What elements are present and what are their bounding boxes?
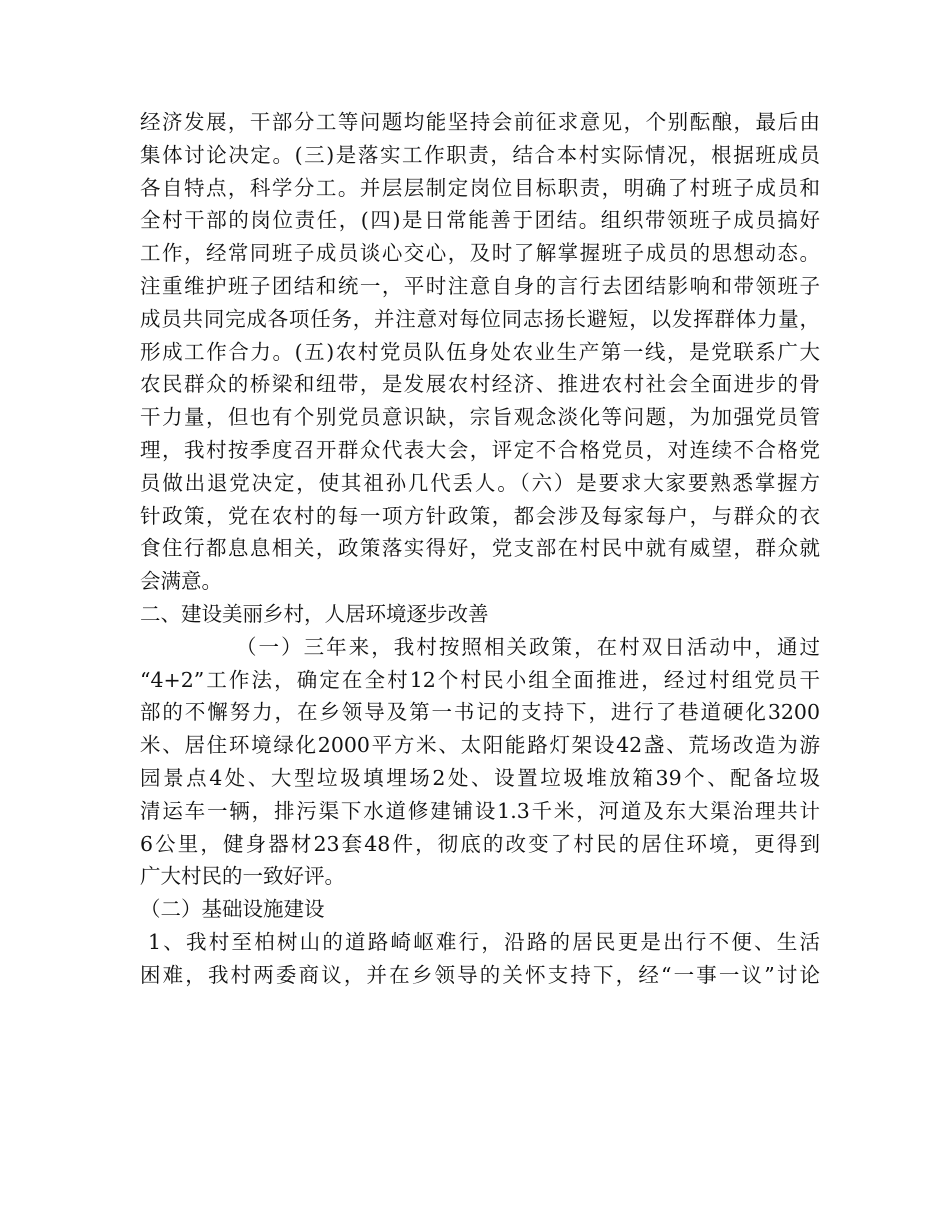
- text-line: 清运车一辆，排污渠下水道修建铺设1.3千米，河道及东大渠治理共计: [140, 798, 820, 823]
- section-heading: [140, 598, 820, 631]
- text-line: 集体讨论决定。(三)是落实工作职责，结合本村实际情况，根据班成员: [140, 142, 820, 167]
- text-line: 经济发展，干部分工等问题均能坚持会前征求意见，个别酝酿，最后由: [140, 110, 820, 134]
- text-line: 工作，经常同班子成员谈心交心，及时了解掌握班子成员的思想动态。: [140, 241, 820, 266]
- text-line: 注重维护班子团结和统一，平时注意自身的言行去团结影响和带领班子: [140, 273, 820, 298]
- text-line: 困难，我村两委商议，并在乡领导的关怀支持下，经“一事一议”讨论: [140, 962, 820, 987]
- text-line: 园景点4处、大型垃圾填埋场2处、设置垃圾堆放箱39个、配备垃圾: [140, 765, 820, 790]
- body-paragraph: [140, 926, 820, 992]
- text-line: （二）基础设施建设: [140, 897, 325, 922]
- body-paragraph: [140, 106, 820, 598]
- text-line: 部的不懈努力，在乡领导及第一书记的支持下，进行了巷道硬化3200: [140, 700, 820, 725]
- text-line: 6公里，健身器材23套48件，彻底的改变了村民的居住环境，更得到: [140, 831, 820, 856]
- text-line: 理，我村按季度召开群众代表大会，评定不合格党员，对连续不合格党: [140, 437, 820, 462]
- text-line: 1、我村至柏树山的道路崎岖难行，沿路的居民更是出行不便、生活: [148, 929, 820, 954]
- text-line: 各自特点，科学分工。并层层制定岗位目标职责，明确了村班子成员和: [140, 175, 820, 200]
- section-heading: [140, 893, 820, 926]
- text-line: 米、居住环境绿化2000平方米、太阳能路灯架设42盏、荒场改造为游: [140, 733, 820, 758]
- text-line: 农民群众的桥梁和纽带，是发展农村经济、推进农村社会全面进步的骨: [140, 372, 820, 397]
- text-line: 食住行都息息相关，政策落实得好，党支部在村民中就有威望，群众就: [140, 536, 820, 561]
- text-line: 干力量，但也有个别党员意识缺，宗旨观念淡化等问题，为加强党员管: [140, 405, 820, 430]
- document-page: [140, 106, 820, 992]
- body-paragraph: [140, 631, 820, 893]
- text-line: 二、建设美丽乡村，人居环境逐步改善: [140, 601, 489, 626]
- text-line: 形成工作合力。(五)农村党员队伍身处农业生产第一线，是党联系广大: [140, 339, 820, 364]
- text-line: “4+2”工作法，确定在全村12个村民小组全面推进，经过村组党员干: [140, 667, 820, 692]
- text-line: 广大村民的一致好评。: [140, 864, 345, 889]
- text-line: （一）三年来，我村按照相关政策，在村双日活动中，通过: [236, 634, 820, 659]
- text-line: 员做出退党决定，使其祖孙几代丢人。（六）是要求大家要熟悉掌握方: [140, 470, 820, 495]
- text-line: 会满意。: [140, 569, 222, 594]
- text-line: 针政策，党在农村的每一项方针政策，都会涉及每家每户，与群众的衣: [140, 503, 820, 528]
- text-line: 全村干部的岗位责任，(四)是日常能善于团结。组织带领班子成员搞好: [140, 208, 820, 233]
- text-line: 成员共同完成各项任务，并注意对每位同志扬长避短，以发挥群体力量，: [140, 306, 820, 331]
